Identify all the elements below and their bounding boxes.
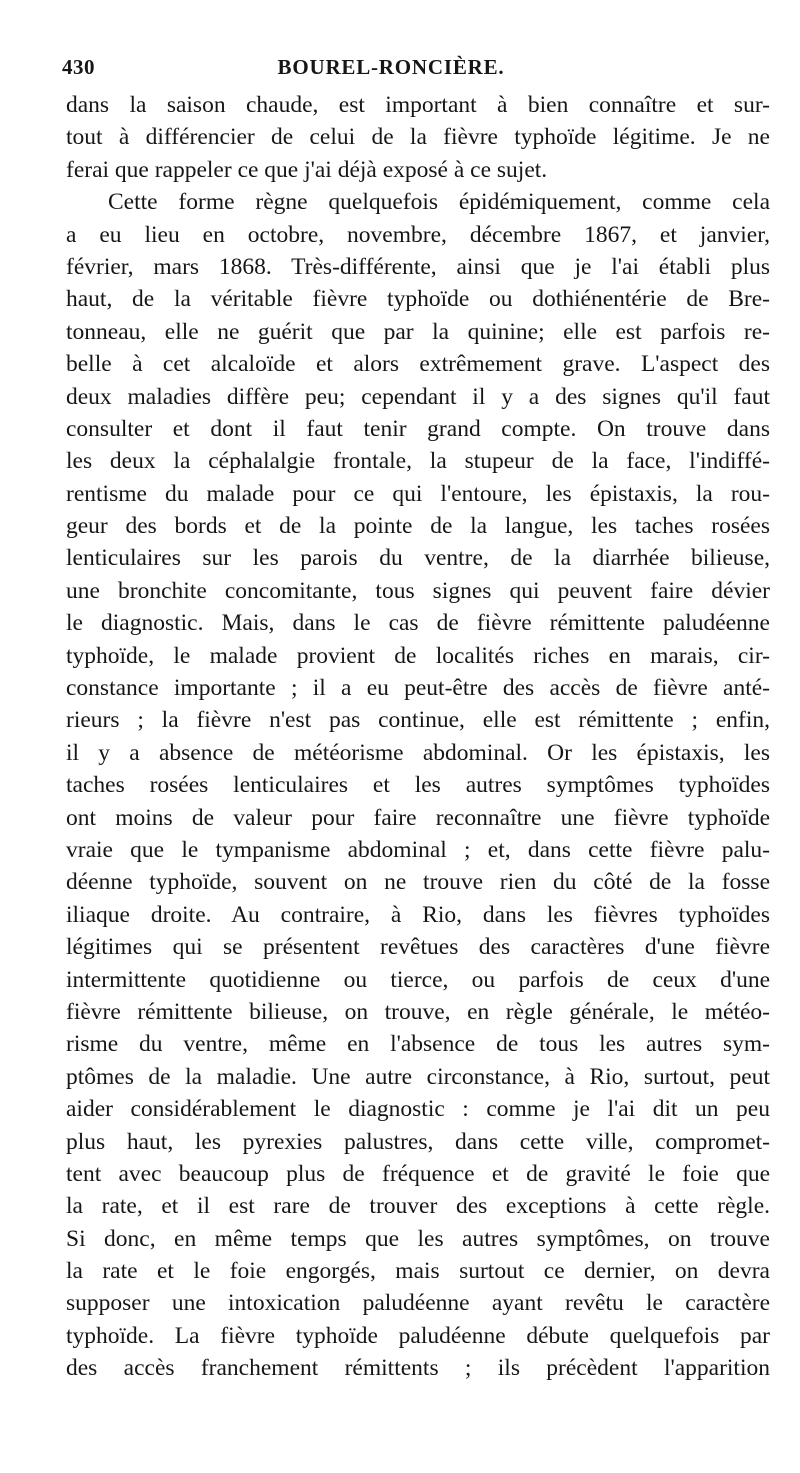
text-line: consulter et dont il faut tenir grand compte. On trouve dans xyxy=(66,415,770,442)
text-line: geur des bords et de la pointe de la langue, les taches rosées xyxy=(66,513,770,540)
text-line: deux maladies diffère peu; cependant il y a des signes qu'il faut xyxy=(66,383,770,410)
text-line: ferai que rappeler ce que j'ai déjà exposé à ce sujet. xyxy=(66,156,548,183)
text-line: la rate et le foie engorgés, mais surtout ce dernier, on devra xyxy=(66,1258,770,1285)
text-line: légitimes qui se présentent revêtues des caractères d'une fièvre xyxy=(66,934,770,961)
text-line: les deux la céphalalgie frontale, la stupeur de la face, l'indiffé- xyxy=(66,448,770,475)
running-head xyxy=(62,55,760,83)
text-line: il y a absence de météorisme abdominal. Or les épistaxis, les xyxy=(66,739,770,766)
text-line: typhoïde, le malade provient de localités riches en marais, cir- xyxy=(66,642,770,669)
running-title: BOUREL-RONCIÈRE. xyxy=(277,55,505,79)
text-line: Si donc, en même temps que les autres symptômes, on trouve xyxy=(66,1225,770,1252)
text-line: lenticulaires sur les parois du ventre, de la diarrhée bilieuse, xyxy=(66,545,770,572)
text-line: ont moins de valeur pour faire reconnaître une fièvre typhoïde xyxy=(66,804,770,831)
text-line: février, mars 1868. Très-différente, ainsi que je l'ai établi plus xyxy=(66,253,770,280)
text-line: haut, de la véritable fièvre typhoïde ou dothiénentérie de Bre- xyxy=(66,286,770,313)
text-line: tent avec beaucoup plus de fréquence et de gravité le foie que xyxy=(66,1160,770,1187)
text-line: intermittente quotidienne ou tierce, ou parfois de ceux d'une xyxy=(66,966,770,993)
text-line: une bronchite concomitante, tous signes qui peuvent faire dévier xyxy=(66,577,770,604)
page-number: 430 xyxy=(62,55,95,79)
text-line: supposer une intoxication paludéenne ayant revêtu le caractère xyxy=(66,1290,770,1317)
text-line: ptômes de la maladie. Une autre circonstance, à Rio, surtout, peut xyxy=(66,1063,770,1090)
text-line: constance importante ; il a eu peut-être des accès de fièvre anté- xyxy=(66,675,770,702)
text-line: taches rosées lenticulaires et les autres symptômes typhoïdes xyxy=(66,772,770,799)
text-line: dans la saison chaude, est important à bien connaître et sur- xyxy=(66,92,770,118)
text-line: rentisme du malade pour ce qui l'entoure, les épistaxis, la rou- xyxy=(66,480,770,507)
text-line: vraie que le tympanisme abdominal ; et, dans cette fièvre palu- xyxy=(66,836,770,863)
text-line: tout à différencier de celui de la fièvre typhoïde légitime. Je ne xyxy=(66,124,770,151)
text-line: belle à cet alcaloïde et alors extrêmement grave. L'aspect des xyxy=(66,351,770,378)
text-line: fièvre rémittente bilieuse, on trouve, en règle générale, le météo- xyxy=(66,998,770,1025)
text-line: déenne typhoïde, souvent on ne trouve rien du côté de la fosse xyxy=(66,869,770,896)
text-line: la rate, et il est rare de trouver des exceptions à cette règle. xyxy=(66,1193,770,1220)
text-line: a eu lieu en octobre, novembre, décembre 1867, et janvier, xyxy=(66,221,770,248)
text-line: iliaque droite. Au contraire, à Rio, dans les fièvres typhoïdes xyxy=(66,901,770,928)
paragraph-start-line: Cette forme règne quelquefois épidémiquement, comme cela xyxy=(108,189,770,216)
body-text xyxy=(66,89,770,1385)
text-line: le diagnostic. Mais, dans le cas de fièvre rémittente paludéenne xyxy=(66,610,770,637)
text-line: risme du ventre, même en l'absence de tous les autres sym- xyxy=(66,1031,770,1058)
text-line: des accès franchement rémittents ; ils précèdent l'apparition xyxy=(66,1355,770,1382)
text-line: tonneau, elle ne guérit que par la quinine; elle est parfois re- xyxy=(66,318,770,345)
text-line: rieurs ; la fièvre n'est pas continue, elle est rémittente ; enfin, xyxy=(66,707,770,734)
text-line: typhoïde. La fièvre typhoïde paludéenne débute quelquefois par xyxy=(66,1322,770,1349)
text-line: plus haut, les pyrexies palustres, dans cette ville, compromet- xyxy=(66,1128,770,1155)
text-line: aider considérablement le diagnostic : comme je l'ai dit un peu xyxy=(66,1096,770,1123)
